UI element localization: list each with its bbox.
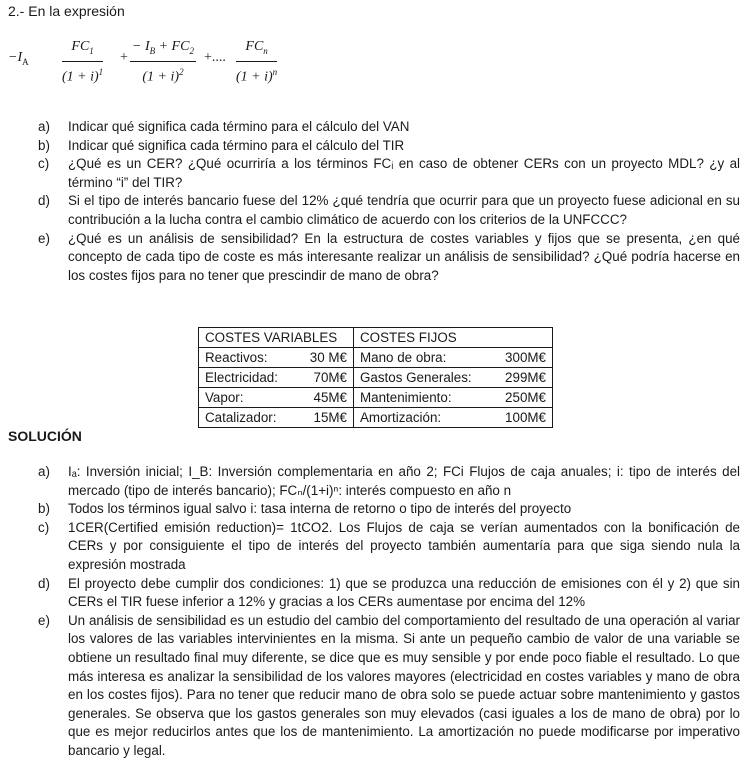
formula-term-2: $\frac{- I_B + FC_2}{(1 + i)^2}$ <box>132 39 194 85</box>
table-header-row <box>199 328 553 348</box>
table-row <box>199 388 553 408</box>
formula-term-1: $\frac{FC_1}{(1 + i)^1}$ <box>62 39 104 85</box>
question-item: d) Si el tipo de interés bancario fuese del 12% ¿qué tendría que ocurrir para que un proyecto fuese adicional en su contribución a la lucha contra el cambio climático de acuerdo con los criterios de la UNFCCC? <box>38 193 740 227</box>
formula-dots: +.... <box>204 50 226 65</box>
fixed-cost-cell: Gastos Generales: 299M€ <box>354 368 553 388</box>
solution-item: b) Todos los términos igual salvo i: tasa interna de retorno o tipo de interés del proyecto <box>38 501 572 517</box>
question-item: e) ¿Qué es un análisis de sensibilidad? En la estructura de costes variables y fijos que se presenta, ¿en qué concepto de cada tipo de coste es más interesante realizar un análisis de sensibilidad? ¿Qué podría hacerse en los costes fijos para no tener que prescindir de mano de obra? <box>38 230 740 283</box>
solution-title: SOLUCIÓN <box>8 428 82 444</box>
header-variable-costs: COSTES VARIABLES <box>199 328 354 348</box>
variable-cost-cell: Vapor: 45M€ <box>199 388 354 408</box>
formula-term-n: $FC_n$ $(1 + i)^n$ <box>236 39 278 85</box>
solution-list <box>38 463 740 761</box>
question-item: c) ¿Qué es un CER? ¿Qué ocurriría a los términos FCᵢ en caso de obtener CERs con un proyecto MDL? ¿y al término “i” del TIR? <box>38 156 740 190</box>
solution-item: d) El proyecto debe cumplir dos condiciones: 1) que se produzca una reducción de emisiones con él y 2) que sin CERs el TIR fuese inferior a 12% y gracias a los CERs aumentase por encima del 12% <box>38 575 740 610</box>
solution-item: a) Iₐ: Inversión inicial; I_B: Inversión complementaria en año 2; FCi Flujos de caja anuales; i: tipo de interés del mercado (tipo de interés bancario); FCₙ/(1+i)ⁿ: interés compuesto en año n <box>38 464 740 498</box>
exercise-heading: 2.- En la expresión <box>8 3 125 19</box>
solution-item: c) 1CER(Certified emisión reduction)= 1tCO2. Los Flujos de caja se verían aumentados con la bonificación de CERs y por consiguiente el tipo de interés del proyecto también aumentaría para que siga siendo nula la expresión mostrada <box>38 519 740 572</box>
table-row <box>199 368 553 388</box>
question-item: b) Indicar qué significa cada término para el cálculo del TIR <box>38 137 405 153</box>
formula-lead: $-I_A$ <box>8 50 29 67</box>
fixed-cost-cell: Mano de obra: 300M€ <box>354 348 553 368</box>
header-fixed-costs: COSTES FIJOS <box>354 328 553 348</box>
variable-cost-cell: Catalizador: 15M€ <box>199 408 354 428</box>
question-list <box>38 118 740 285</box>
variable-cost-cell: Electricidad: 70M€ <box>199 368 354 388</box>
cost-table <box>198 327 553 428</box>
fixed-cost-cell: Mantenimiento: 250M€ <box>354 388 553 408</box>
table-row <box>199 408 553 428</box>
formula-plus-1: + <box>120 50 128 65</box>
variable-cost-cell: Reactivos: 30 M€ <box>199 348 354 368</box>
fixed-cost-cell: Amortización: 100M€ <box>354 408 553 428</box>
table-row <box>199 348 553 368</box>
question-item: a) Indicar qué significa cada término para el cálculo del VAN <box>38 119 410 134</box>
solution-item: e) Un análisis de sensibilidad es un estudio del cambio del comportamiento del resultado de una operación al variar los valores de las variables intervinientes en la misma. Si ante un pequeño cambio de valor de una variable se obtiene un resultado final muy diferente, se dice que es muy sensible y por ende poco fiable el resultado. Lo que más interesa es analizar la sensibilidad de los valores mayores (electricidad en costes variables y mano de obra en los costes fijos). Para no tener que reducir mano de obra solo se puede actuar sobre mantenimiento y gastos generales. Se observa que los gastos generales son muy elevados (casi iguales a los de mano de obra) por lo que es mejor reducirlos antes que los de mantenimiento. La amortización no puede modificarse por imperativo bancario y legal. <box>38 612 740 758</box>
npv-formula <box>8 38 328 88</box>
